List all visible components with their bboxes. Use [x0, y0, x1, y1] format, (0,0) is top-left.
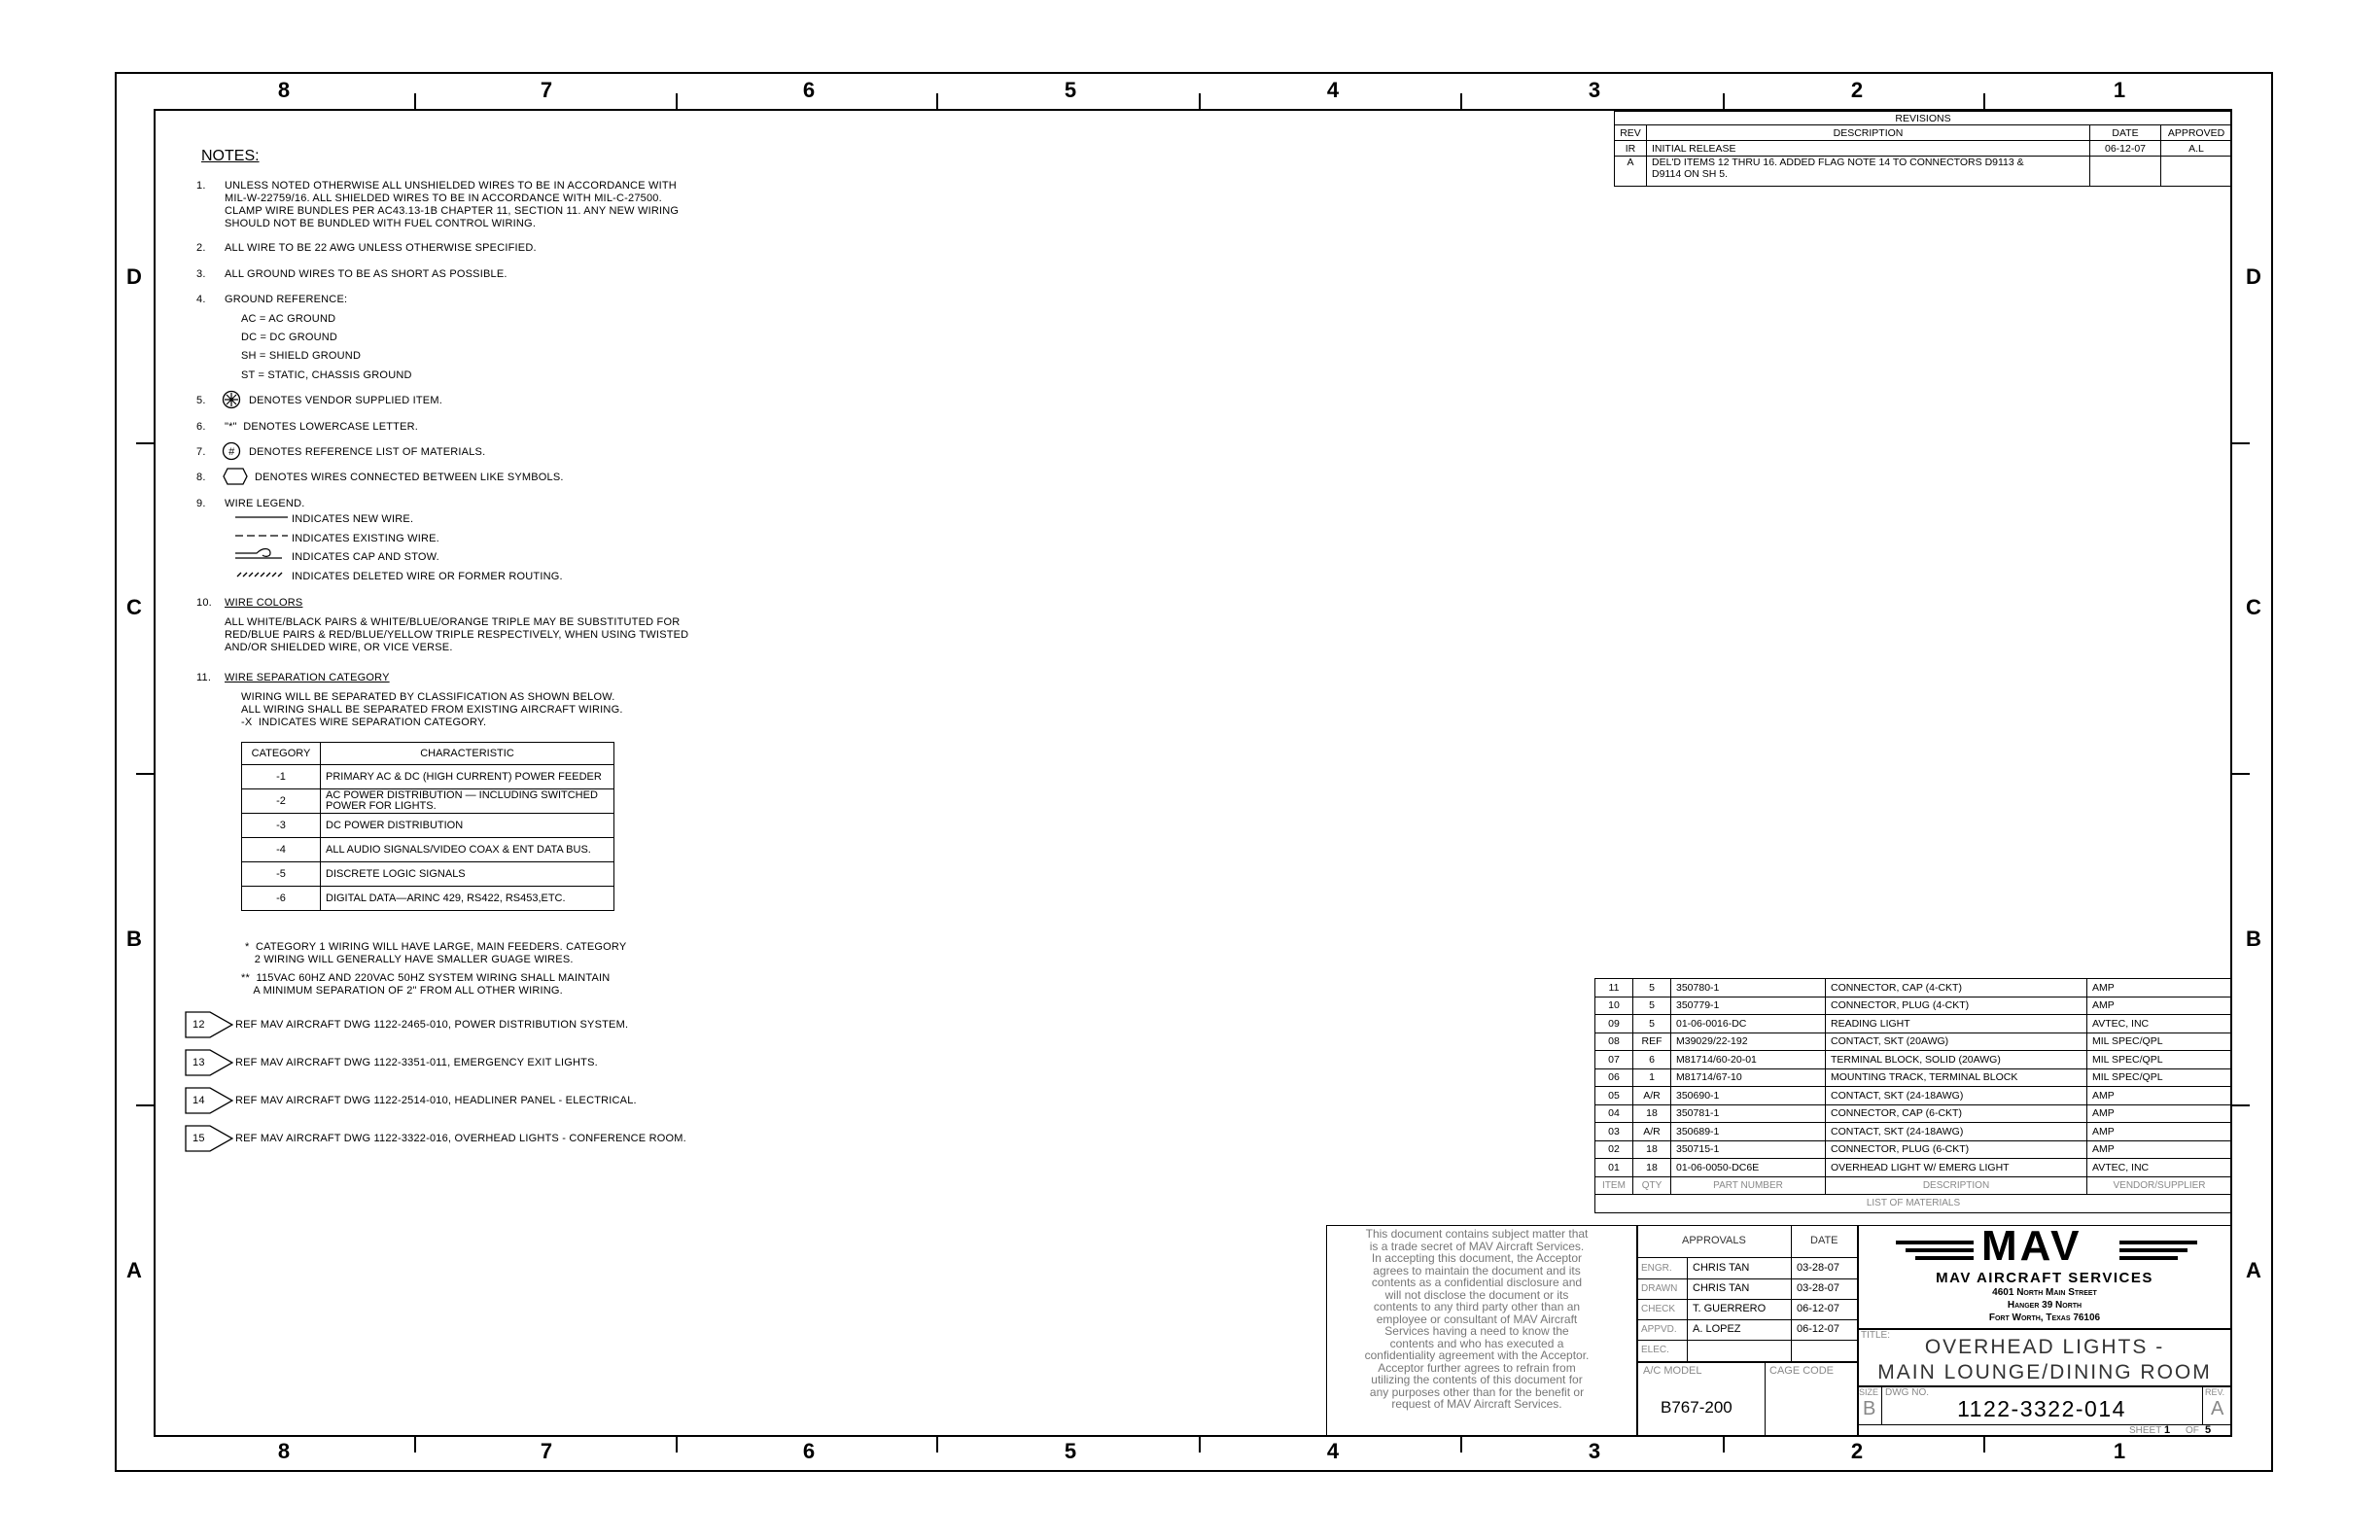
table-cell: AC POWER DISTRIBUTION — INCLUDING SWITCHED POWER FOR LIGHTS.: [321, 789, 614, 814]
divider: [1636, 1340, 1857, 1341]
table-row: [1615, 141, 2232, 157]
zone-tick: [1983, 93, 1985, 109]
table-caption-row: [1595, 1195, 2232, 1213]
table-cell: 06-12-07: [2090, 141, 2161, 157]
table-cell: 350779-1: [1671, 997, 1826, 1015]
drawing-title-line1: OVERHEAD LIGHTS -: [1924, 1336, 2165, 1358]
table-row: [242, 765, 614, 789]
table-cell: DC POWER DISTRIBUTION: [321, 814, 614, 838]
table-row: [242, 838, 614, 862]
table-cell: MIL SPEC/QPL: [2087, 1032, 2232, 1051]
approvals-header: APPROVALS: [1682, 1235, 1746, 1246]
zone-col-2-bottom: 2: [1850, 1439, 1864, 1463]
table-cell: 09: [1595, 1015, 1633, 1033]
note-text: WIRE LEGEND.: [225, 498, 305, 509]
table-cell: CONNECTOR, PLUG (6-CKT): [1826, 1140, 2087, 1159]
list-of-materials-table: [1594, 978, 2232, 1213]
wire-legend-item: INDICATES NEW WIRE.: [292, 513, 414, 525]
table-cell: CONNECTOR, CAP (4-CKT): [1826, 979, 2087, 998]
zone-tick: [1723, 93, 1725, 109]
zone-col-8: 8: [277, 78, 291, 102]
zone-tick: [1460, 1437, 1462, 1452]
footnote: ** 115VAC 60HZ AND 220VAC 50HZ SYSTEM WIRING SHALL MAINTAIN A MINIMUM SEPARATION OF 2" FROM ALL OTHER WIRING.: [241, 972, 611, 997]
table-cell: ALL AUDIO SIGNALS/VIDEO COAX & ENT DATA BUS.: [321, 838, 614, 862]
drawing-number: 1122-3322-014: [1957, 1396, 2126, 1421]
table-cell: 18: [1633, 1104, 1671, 1123]
separation-table: [241, 742, 614, 911]
table-cell: 01-06-0050-DC6E: [1671, 1159, 1826, 1177]
separation-text: WIRING WILL BE SEPARATED BY CLASSIFICATION AS SHOWN BELOW. ALL WIRING SHALL BE SEPARATED FROM EXISTING AIRCRAFT WIRING. -X INDICATES WIRE SEPARATION CATEGORY.: [241, 691, 623, 728]
notes-title: NOTES:: [201, 148, 260, 164]
table-cell: 350781-1: [1671, 1104, 1826, 1123]
sheet-label: SHEET: [2129, 1425, 2162, 1436]
table-cell: 08: [1595, 1032, 1633, 1051]
sheet-total: 5: [2205, 1424, 2212, 1436]
table-row: [1595, 979, 2232, 998]
hexagon-icon: [222, 467, 249, 486]
table-cell: AMP: [2087, 1104, 2232, 1123]
table-cell: 05: [1595, 1087, 1633, 1105]
table-cell: 11: [1595, 979, 1633, 998]
note-text: WIRE COLORS: [225, 597, 303, 609]
approval-date: 03-28-07: [1797, 1262, 1840, 1274]
note-text: DENOTES WIRES CONNECTED BETWEEN LIKE SYMBOLS.: [255, 472, 564, 483]
table-cell: 18: [1633, 1159, 1671, 1177]
table-cell: 6: [1633, 1051, 1671, 1069]
logo-text: MAV: [1981, 1222, 2082, 1270]
zone-tick: [2232, 1104, 2250, 1106]
table-cell: A: [1615, 157, 1647, 187]
note-text: ALL GROUND WIRES TO BE AS SHORT AS POSSIBLE.: [225, 268, 508, 280]
table-cell: -4: [242, 838, 321, 862]
table-row: [1595, 997, 2232, 1015]
table-header: ITEM: [1595, 1176, 1633, 1195]
size-value: B: [1863, 1398, 1876, 1419]
table-cell: 350689-1: [1671, 1123, 1826, 1141]
note-number: 7.: [196, 446, 206, 458]
table-cell: 1: [1633, 1068, 1671, 1087]
ground-ref: DC = DC GROUND: [241, 332, 338, 343]
approval-role: CHECK: [1641, 1304, 1676, 1314]
zone-row-c: C: [126, 595, 142, 619]
zone-col-5-bottom: 5: [1064, 1439, 1077, 1463]
table-cell: CONTACT, SKT (24-18AWG): [1826, 1087, 2087, 1105]
zone-row-a-right: A: [2246, 1258, 2261, 1282]
table-cell: DEL'D ITEMS 12 THRU 16. ADDED FLAG NOTE 14 TO CONNECTORS D9113 & D9114 ON SH 5.: [1647, 157, 2090, 187]
zone-tick: [1460, 93, 1462, 109]
zone-col-7-bottom: 7: [540, 1439, 553, 1463]
divider: [1857, 1328, 2232, 1330]
note-number: 1.: [196, 180, 206, 192]
table-cell: CONNECTOR, PLUG (4-CKT): [1826, 997, 2087, 1015]
table-row: [1595, 1051, 2232, 1069]
divider: [1636, 1278, 1857, 1279]
title-label: TITLE:: [1861, 1330, 1891, 1341]
note-number: 5.: [196, 395, 206, 406]
table-cell: 07: [1595, 1051, 1633, 1069]
table-cell: 5: [1633, 979, 1671, 998]
table-cell: A/R: [1633, 1087, 1671, 1105]
ac-model-label: A/C MODEL: [1643, 1365, 1702, 1377]
table-cell: -2: [242, 789, 321, 814]
table-row: [1595, 1123, 2232, 1141]
note-number: 11.: [196, 672, 212, 683]
flag-text: REF MAV AIRCRAFT DWG 1122-3322-016, OVERHEAD LIGHTS - CONFERENCE ROOM.: [235, 1133, 686, 1144]
approval-role: ENGR.: [1641, 1263, 1672, 1274]
note-number: 9.: [196, 498, 206, 509]
zone-col-3-bottom: 3: [1588, 1439, 1601, 1463]
footnote: * CATEGORY 1 WIRING WILL HAVE LARGE, MAIN FEEDERS. CATEGORY 2 WIRING WILL GENERALLY HAVE SMALLER GUAGE WIRES.: [245, 941, 627, 965]
table-cell: AMP: [2087, 1140, 2232, 1159]
table-cell: 03: [1595, 1123, 1633, 1141]
zone-tick: [414, 1437, 416, 1452]
table-row: [242, 789, 614, 814]
table-cell: A/R: [1633, 1123, 1671, 1141]
divider: [1765, 1361, 1766, 1437]
ground-ref: SH = SHIELD GROUND: [241, 350, 362, 362]
zone-tick: [1723, 1437, 1725, 1452]
ground-ref: AC = AC GROUND: [241, 313, 336, 325]
of-label: OF: [2186, 1425, 2199, 1436]
table-cell: CONNECTOR, CAP (6-CKT): [1826, 1104, 2087, 1123]
table-cell: -1: [242, 765, 321, 789]
wire-legend-item: INDICATES CAP AND STOW.: [292, 551, 439, 563]
corner-mark: [115, 72, 154, 74]
zone-tick: [936, 93, 938, 109]
table-cell: M81714/67-10: [1671, 1068, 1826, 1087]
table-cell: TERMINAL BLOCK, SOLID (20AWG): [1826, 1051, 2087, 1069]
table-cell: 06: [1595, 1068, 1633, 1087]
note-text: GROUND REFERENCE:: [225, 294, 348, 305]
company-name: MAV AIRCRAFT SERVICES: [1936, 1270, 2153, 1286]
flag-text: REF MAV AIRCRAFT DWG 1122-2514-010, HEADLINER PANEL - ELECTRICAL.: [235, 1095, 637, 1106]
table-cell: [2161, 157, 2232, 187]
table-caption: LIST OF MATERIALS: [1595, 1195, 2232, 1213]
approval-date: 06-12-07: [1797, 1323, 1840, 1335]
table-row: [242, 814, 614, 838]
table-cell: A.L: [2161, 141, 2232, 157]
table-cell: 01: [1595, 1159, 1633, 1177]
table-row: [1595, 1104, 2232, 1123]
approval-name: CHRIS TAN: [1693, 1282, 1750, 1294]
table-cell: 350715-1: [1671, 1140, 1826, 1159]
table-cell: -5: [242, 862, 321, 887]
table-cell: REF: [1633, 1032, 1671, 1051]
table-row: [1595, 1140, 2232, 1159]
zone-tick: [414, 93, 416, 109]
table-cell: MIL SPEC/QPL: [2087, 1051, 2232, 1069]
reference-list-icon: [222, 441, 241, 461]
zone-row-b-right: B: [2246, 927, 2261, 951]
zone-col-6: 6: [802, 78, 816, 102]
table-header: CHARACTERISTIC: [321, 743, 614, 765]
table-row: [242, 887, 614, 911]
table-cell: 04: [1595, 1104, 1633, 1123]
zone-tick: [2232, 773, 2250, 775]
revisions-header: DATE: [2090, 125, 2161, 141]
table-cell: READING LIGHT: [1826, 1015, 2087, 1033]
table-cell: INITIAL RELEASE: [1647, 141, 2090, 157]
table-cell: CONTACT, SKT (20AWG): [1826, 1032, 2087, 1051]
revisions-header: REV: [1615, 125, 1647, 141]
approval-date: 06-12-07: [1797, 1303, 1840, 1314]
table-cell: 02: [1595, 1140, 1633, 1159]
company-address: Hanger 39 North: [2007, 1300, 2082, 1311]
table-cell: M81714/60-20-01: [1671, 1051, 1826, 1069]
svg-text:#: #: [228, 446, 235, 458]
confidentiality-notice: This document contains subject matter that is a trade secret of MAV Aircraft Services. In accepting this document, the Acceptor agrees to maintain the document and its contents as a confidential disclosure and will not disclose the document or its contents to any third party other than an employee or consultant of MAV Aircraft Services having a need to know the contents and who has executed a confidentiality agreement with the Acceptor. Acceptor further agrees to refrain from utilizing the contents of this document for any purposes other than for the benefit or request of MAV Aircraft Services.: [1364, 1227, 1590, 1411]
approval-name: CHRIS TAN: [1693, 1262, 1750, 1274]
zone-col-7: 7: [540, 78, 553, 102]
wire-legend-item: INDICATES EXISTING WIRE.: [292, 533, 439, 544]
revisions-table: [1614, 111, 2232, 187]
flag-text: REF MAV AIRCRAFT DWG 1122-2465-010, POWER DISTRIBUTION SYSTEM.: [235, 1019, 629, 1031]
note-text: DENOTES VENDOR SUPPLIED ITEM.: [249, 395, 442, 406]
approval-date: 03-28-07: [1797, 1282, 1840, 1294]
rev-value: A: [2211, 1398, 2224, 1419]
flag-text: REF MAV AIRCRAFT DWG 1122-3351-011, EMERGENCY EXIT LIGHTS.: [235, 1057, 598, 1068]
zone-row-a: A: [126, 1258, 142, 1282]
revisions-title: REVISIONS: [1615, 112, 2232, 125]
table-cell: M39029/22-192: [1671, 1032, 1826, 1051]
table-cell: MIL SPEC/QPL: [2087, 1068, 2232, 1087]
table-row: [1595, 1087, 2232, 1105]
table-cell: PRIMARY AC & DC (HIGH CURRENT) POWER FEEDER: [321, 765, 614, 789]
table-cell: DIGITAL DATA—ARINC 429, RS422, RS453,ETC.: [321, 887, 614, 911]
company-address: 4601 North Main Street: [1992, 1287, 2097, 1298]
table-cell: AMP: [2087, 1087, 2232, 1105]
zone-col-4-bottom: 4: [1326, 1439, 1340, 1463]
table-cell: 01-06-0016-DC: [1671, 1015, 1826, 1033]
table-row: [1615, 157, 2232, 187]
table-cell: AVTEC, INC: [2087, 1159, 2232, 1177]
wire-legend-symbols: [233, 510, 292, 588]
zone-tick: [936, 1437, 938, 1452]
approval-role: APPVD.: [1641, 1324, 1677, 1335]
table-cell: AMP: [2087, 979, 2232, 998]
zone-col-3: 3: [1588, 78, 1601, 102]
note-text: DENOTES REFERENCE LIST OF MATERIALS.: [249, 446, 486, 458]
flag-number: 14: [192, 1095, 205, 1106]
wire-colors-text: ALL WHITE/BLACK PAIRS & WHITE/BLUE/ORANGE TRIPLE MAY BE SUBSTITUTED FOR RED/BLUE PAIRS & RED/BLUE/YELLOW TRIPLE RESPECTIVELY, WHEN USING TWISTED AND/OR SHIELDED WIRE, OR VICE VERSE.: [225, 616, 689, 653]
table-header: DESCRIPTION: [1826, 1176, 2087, 1195]
table-header-row: [1595, 1176, 2232, 1195]
cage-code-label: CAGE CODE: [1769, 1365, 1835, 1377]
dwg-no-label: DWG NO.: [1885, 1387, 1929, 1398]
divider: [1636, 1361, 1857, 1363]
revisions-header: DESCRIPTION: [1647, 125, 2090, 141]
zone-col-4: 4: [1326, 78, 1340, 102]
ground-ref: ST = STATIC, CHASSIS GROUND: [241, 369, 412, 381]
table-cell: AMP: [2087, 1123, 2232, 1141]
table-header: VENDOR/SUPPLIER: [2087, 1176, 2232, 1195]
table-row: [1595, 1159, 2232, 1177]
table-cell: MOUNTING TRACK, TERMINAL BLOCK: [1826, 1068, 2087, 1087]
zone-tick: [2232, 442, 2250, 444]
zone-row-d-right: D: [2246, 264, 2261, 289]
zone-row-c-right: C: [2246, 595, 2261, 619]
table-row: [1595, 1068, 2232, 1087]
zone-col-2: 2: [1850, 78, 1864, 102]
divider: [1857, 1424, 2232, 1425]
table-cell: AMP: [2087, 997, 2232, 1015]
note-text: WIRE SEPARATION CATEGORY: [225, 672, 390, 683]
divider: [1636, 1257, 1857, 1258]
zone-tick: [1983, 1437, 1985, 1452]
approval-name: T. GUERRERO: [1693, 1303, 1767, 1314]
flag-number: 12: [192, 1019, 205, 1031]
note-text: "*" DENOTES LOWERCASE LETTER.: [225, 421, 419, 433]
zone-col-1: 1: [2113, 78, 2126, 102]
zone-tick: [676, 93, 678, 109]
table-cell: [2090, 157, 2161, 187]
table-cell: -6: [242, 887, 321, 911]
table-cell: 5: [1633, 997, 1671, 1015]
table-cell: 350780-1: [1671, 979, 1826, 998]
note-number: 10.: [196, 597, 212, 609]
zone-row-b: B: [126, 927, 142, 951]
table-cell: IR: [1615, 141, 1647, 157]
flag-number: 13: [192, 1057, 205, 1068]
divider: [2202, 1385, 2203, 1424]
note-number: 4.: [196, 294, 206, 305]
divider: [1636, 1299, 1857, 1300]
divider: [1791, 1225, 1792, 1361]
table-row: [242, 862, 614, 887]
company-address: Fort Worth, Texas 76106: [1988, 1312, 2101, 1323]
ac-model-value: B767-200: [1661, 1398, 1732, 1417]
vendor-supplied-icon: [222, 390, 241, 409]
date-header: DATE: [1810, 1235, 1838, 1246]
table-cell: 5: [1633, 1015, 1671, 1033]
zone-tick: [136, 1104, 154, 1106]
revisions-header: APPROVED: [2161, 125, 2232, 141]
table-cell: OVERHEAD LIGHT W/ EMERG LIGHT: [1826, 1159, 2087, 1177]
note-text: UNLESS NOTED OTHERWISE ALL UNSHIELDED WIRES TO BE IN ACCORDANCE WITH MIL-W-22759/16. ALL SHIELDED WIRES TO BE IN ACCORDANCE WITH MIL-C-27500. CLAMP WIRE BUNDLES PER AC43.13-1B CHAPTER 11, SECTION 11. ANY NEW WIRING SHOULD NOT BE BUNDLED WITH FUEL CONTROL WIRING.: [225, 180, 680, 229]
note-text: ALL WIRE TO BE 22 AWG UNLESS OTHERWISE SPECIFIED.: [225, 242, 537, 254]
note-number: 3.: [196, 268, 206, 280]
table-cell: -3: [242, 814, 321, 838]
note-number: 2.: [196, 242, 206, 254]
zone-tick: [136, 442, 154, 444]
table-header: PART NUMBER: [1671, 1176, 1826, 1195]
note-number: 8.: [196, 472, 206, 483]
divider: [1857, 1225, 1859, 1437]
zone-tick: [676, 1437, 678, 1452]
zone-tick: [1199, 93, 1201, 109]
zone-tick: [136, 773, 154, 775]
table-cell: 350690-1: [1671, 1087, 1826, 1105]
table-cell: DISCRETE LOGIC SIGNALS: [321, 862, 614, 887]
zone-col-5: 5: [1064, 78, 1077, 102]
table-row: [1595, 1015, 2232, 1033]
size-label: SIZE: [1859, 1387, 1879, 1397]
corner-mark: [2234, 72, 2273, 74]
zone-col-1-bottom: 1: [2113, 1439, 2126, 1463]
zone-tick: [1199, 1437, 1201, 1452]
table-cell: 18: [1633, 1140, 1671, 1159]
sheet-number: 1: [2164, 1424, 2171, 1436]
table-header: QTY: [1633, 1176, 1671, 1195]
approval-name: A. LOPEZ: [1693, 1323, 1741, 1335]
table-header: CATEGORY: [242, 743, 321, 765]
zone-col-8-bottom: 8: [277, 1439, 291, 1463]
zone-col-6-bottom: 6: [802, 1439, 816, 1463]
table-cell: AVTEC, INC: [2087, 1015, 2232, 1033]
approval-role: ELEC.: [1641, 1345, 1669, 1355]
drawing-title-line2: MAIN LOUNGE/DINING ROOM: [1877, 1361, 2212, 1383]
divider: [1636, 1319, 1857, 1320]
table-row: [1595, 1032, 2232, 1051]
wire-legend-item: INDICATES DELETED WIRE OR FORMER ROUTING.: [292, 571, 563, 582]
flag-number: 15: [192, 1133, 205, 1144]
zone-row-d: D: [126, 264, 142, 289]
table-cell: 10: [1595, 997, 1633, 1015]
approval-role: DRAWN: [1641, 1283, 1678, 1294]
table-cell: CONTACT, SKT (24-18AWG): [1826, 1123, 2087, 1141]
note-number: 6.: [196, 421, 206, 433]
divider: [1687, 1257, 1688, 1361]
rev-label: REV.: [2205, 1387, 2225, 1397]
